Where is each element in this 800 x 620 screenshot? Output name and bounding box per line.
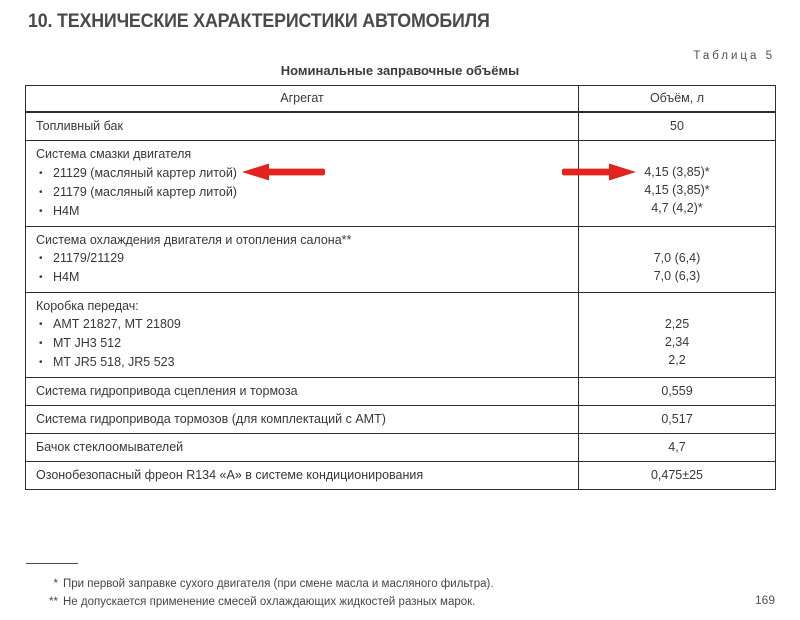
footnote-text: При первой заправке сухого двигателя (при смене масла и масляного фильтра). xyxy=(63,578,494,590)
volume-value: 4,15 (3,85)* xyxy=(644,183,710,197)
bullet-item-label: АМТ 21827, МТ 21809 xyxy=(53,317,181,331)
volume-value-line xyxy=(589,249,765,267)
fluid-capacities-table xyxy=(25,85,776,490)
aggregate-label: Система гидропривода сцепления и тормоза xyxy=(26,378,579,406)
red-arrow-right-icon xyxy=(562,163,636,181)
volume-value: 2,34 xyxy=(664,335,690,349)
footnote-block xyxy=(25,563,775,611)
volume-value: 0,559 xyxy=(579,378,776,406)
red-arrow-left-icon xyxy=(242,163,326,181)
volume-value: 4,7 (4,2)* xyxy=(651,201,703,215)
aggregate-label: Топливный бак xyxy=(26,112,579,141)
footnote-1 xyxy=(25,575,775,593)
volume-value: 2,25 xyxy=(664,317,690,331)
bullet-icon: • xyxy=(39,357,43,368)
group-label: Система охлаждения двигателя и отопления салона** xyxy=(36,233,352,247)
bullet-icon: • xyxy=(39,206,43,217)
table-title: Номинальные заправочные объёмы xyxy=(280,63,520,78)
footnote-2 xyxy=(25,593,775,611)
bullet-item-label: МТ JR5 518, JR5 523 xyxy=(53,355,175,369)
bullet-item-label: МТ JH3 512 xyxy=(53,336,122,350)
bullet-item xyxy=(36,268,568,287)
table-header-row xyxy=(26,86,776,113)
bullet-item-label: 21129 (масляный картер литой) xyxy=(53,166,237,180)
volume-value-line xyxy=(589,267,765,285)
volume-value-line xyxy=(589,351,765,369)
bullet-item xyxy=(36,315,568,334)
bullet-item-label: 21179/21129 xyxy=(53,251,125,265)
bullet-icon: • xyxy=(39,168,43,179)
volume-cell xyxy=(579,293,776,378)
volume-cell xyxy=(579,141,776,227)
volume-value: 4,15 (3,85)* xyxy=(644,163,709,181)
bullet-item xyxy=(36,249,568,268)
page-content xyxy=(25,0,775,611)
value-spacer xyxy=(589,297,765,315)
table-row xyxy=(26,293,776,378)
table-row xyxy=(26,227,776,293)
aggregate-label: Озонобезопасный фреон R134 «А» в системе кондиционирования xyxy=(26,462,579,490)
table-row xyxy=(26,406,776,434)
footnote-separator xyxy=(26,563,78,564)
bullet-item-label: Н4М xyxy=(53,204,80,218)
volume-value: 0,475±25 xyxy=(579,462,776,490)
table-row xyxy=(26,462,776,490)
bullet-item-label: Н4М xyxy=(53,270,80,284)
red-arrow-right-wrap xyxy=(562,163,636,181)
aggregate-cell xyxy=(26,293,579,378)
table-row xyxy=(26,141,776,227)
bullet-item xyxy=(36,334,568,353)
volume-value: 4,7 xyxy=(579,434,776,462)
page-number: 169 xyxy=(754,593,775,607)
group-label: Система смазки двигателя xyxy=(36,147,192,161)
footnote-marker: * xyxy=(53,578,58,590)
volume-value-line xyxy=(589,163,765,181)
volume-cell xyxy=(579,227,776,293)
table-row xyxy=(26,434,776,462)
table-caption: Таблица 5 xyxy=(693,50,775,62)
table-row xyxy=(26,378,776,406)
footnote-marker: ** xyxy=(49,596,58,608)
volume-value: 50 xyxy=(579,112,776,141)
volume-value-line xyxy=(589,315,765,333)
column-header-aggregate: Агрегат xyxy=(26,86,579,113)
group-label: Коробка передач: xyxy=(36,299,139,313)
volume-value: 7,0 (6,3) xyxy=(653,269,701,283)
bullet-item-label: 21179 (масляный картер литой) xyxy=(53,185,237,199)
volume-value-line xyxy=(589,199,765,217)
bullet-icon: • xyxy=(39,253,43,264)
bullet-item xyxy=(36,183,568,202)
value-spacer xyxy=(589,145,765,163)
bullet-item xyxy=(36,353,568,372)
volume-value-line xyxy=(589,181,765,199)
bullet-icon: • xyxy=(39,272,43,283)
volume-value-line xyxy=(589,333,765,351)
bullet-icon: • xyxy=(39,338,43,349)
footnotes xyxy=(25,575,775,611)
aggregate-cell xyxy=(26,141,579,227)
table-body xyxy=(26,112,776,490)
column-header-volume: Объём, л xyxy=(579,86,776,113)
aggregate-cell xyxy=(26,227,579,293)
volume-value: 0,517 xyxy=(579,406,776,434)
page-title: 10. ТЕХНИЧЕСКИЕ ХАРАКТЕРИСТИКИ АВТОМОБИЛЯ xyxy=(28,11,490,32)
bullet-icon: • xyxy=(39,319,43,330)
aggregate-label: Система гидропривода тормозов (для комплектаций с АМТ) xyxy=(26,406,579,434)
footnote-text: Не допускается применение смесей охлаждающих жидкостей разных марок. xyxy=(63,596,476,608)
value-spacer xyxy=(589,231,765,249)
aggregate-label: Бачок стеклоомывателей xyxy=(26,434,579,462)
table-row xyxy=(26,112,776,141)
volume-value: 7,0 (6,4) xyxy=(653,251,701,265)
bullet-icon: • xyxy=(39,187,43,198)
bullet-item xyxy=(36,202,568,221)
volume-value: 2,2 xyxy=(668,353,686,367)
bullet-item xyxy=(36,163,568,183)
